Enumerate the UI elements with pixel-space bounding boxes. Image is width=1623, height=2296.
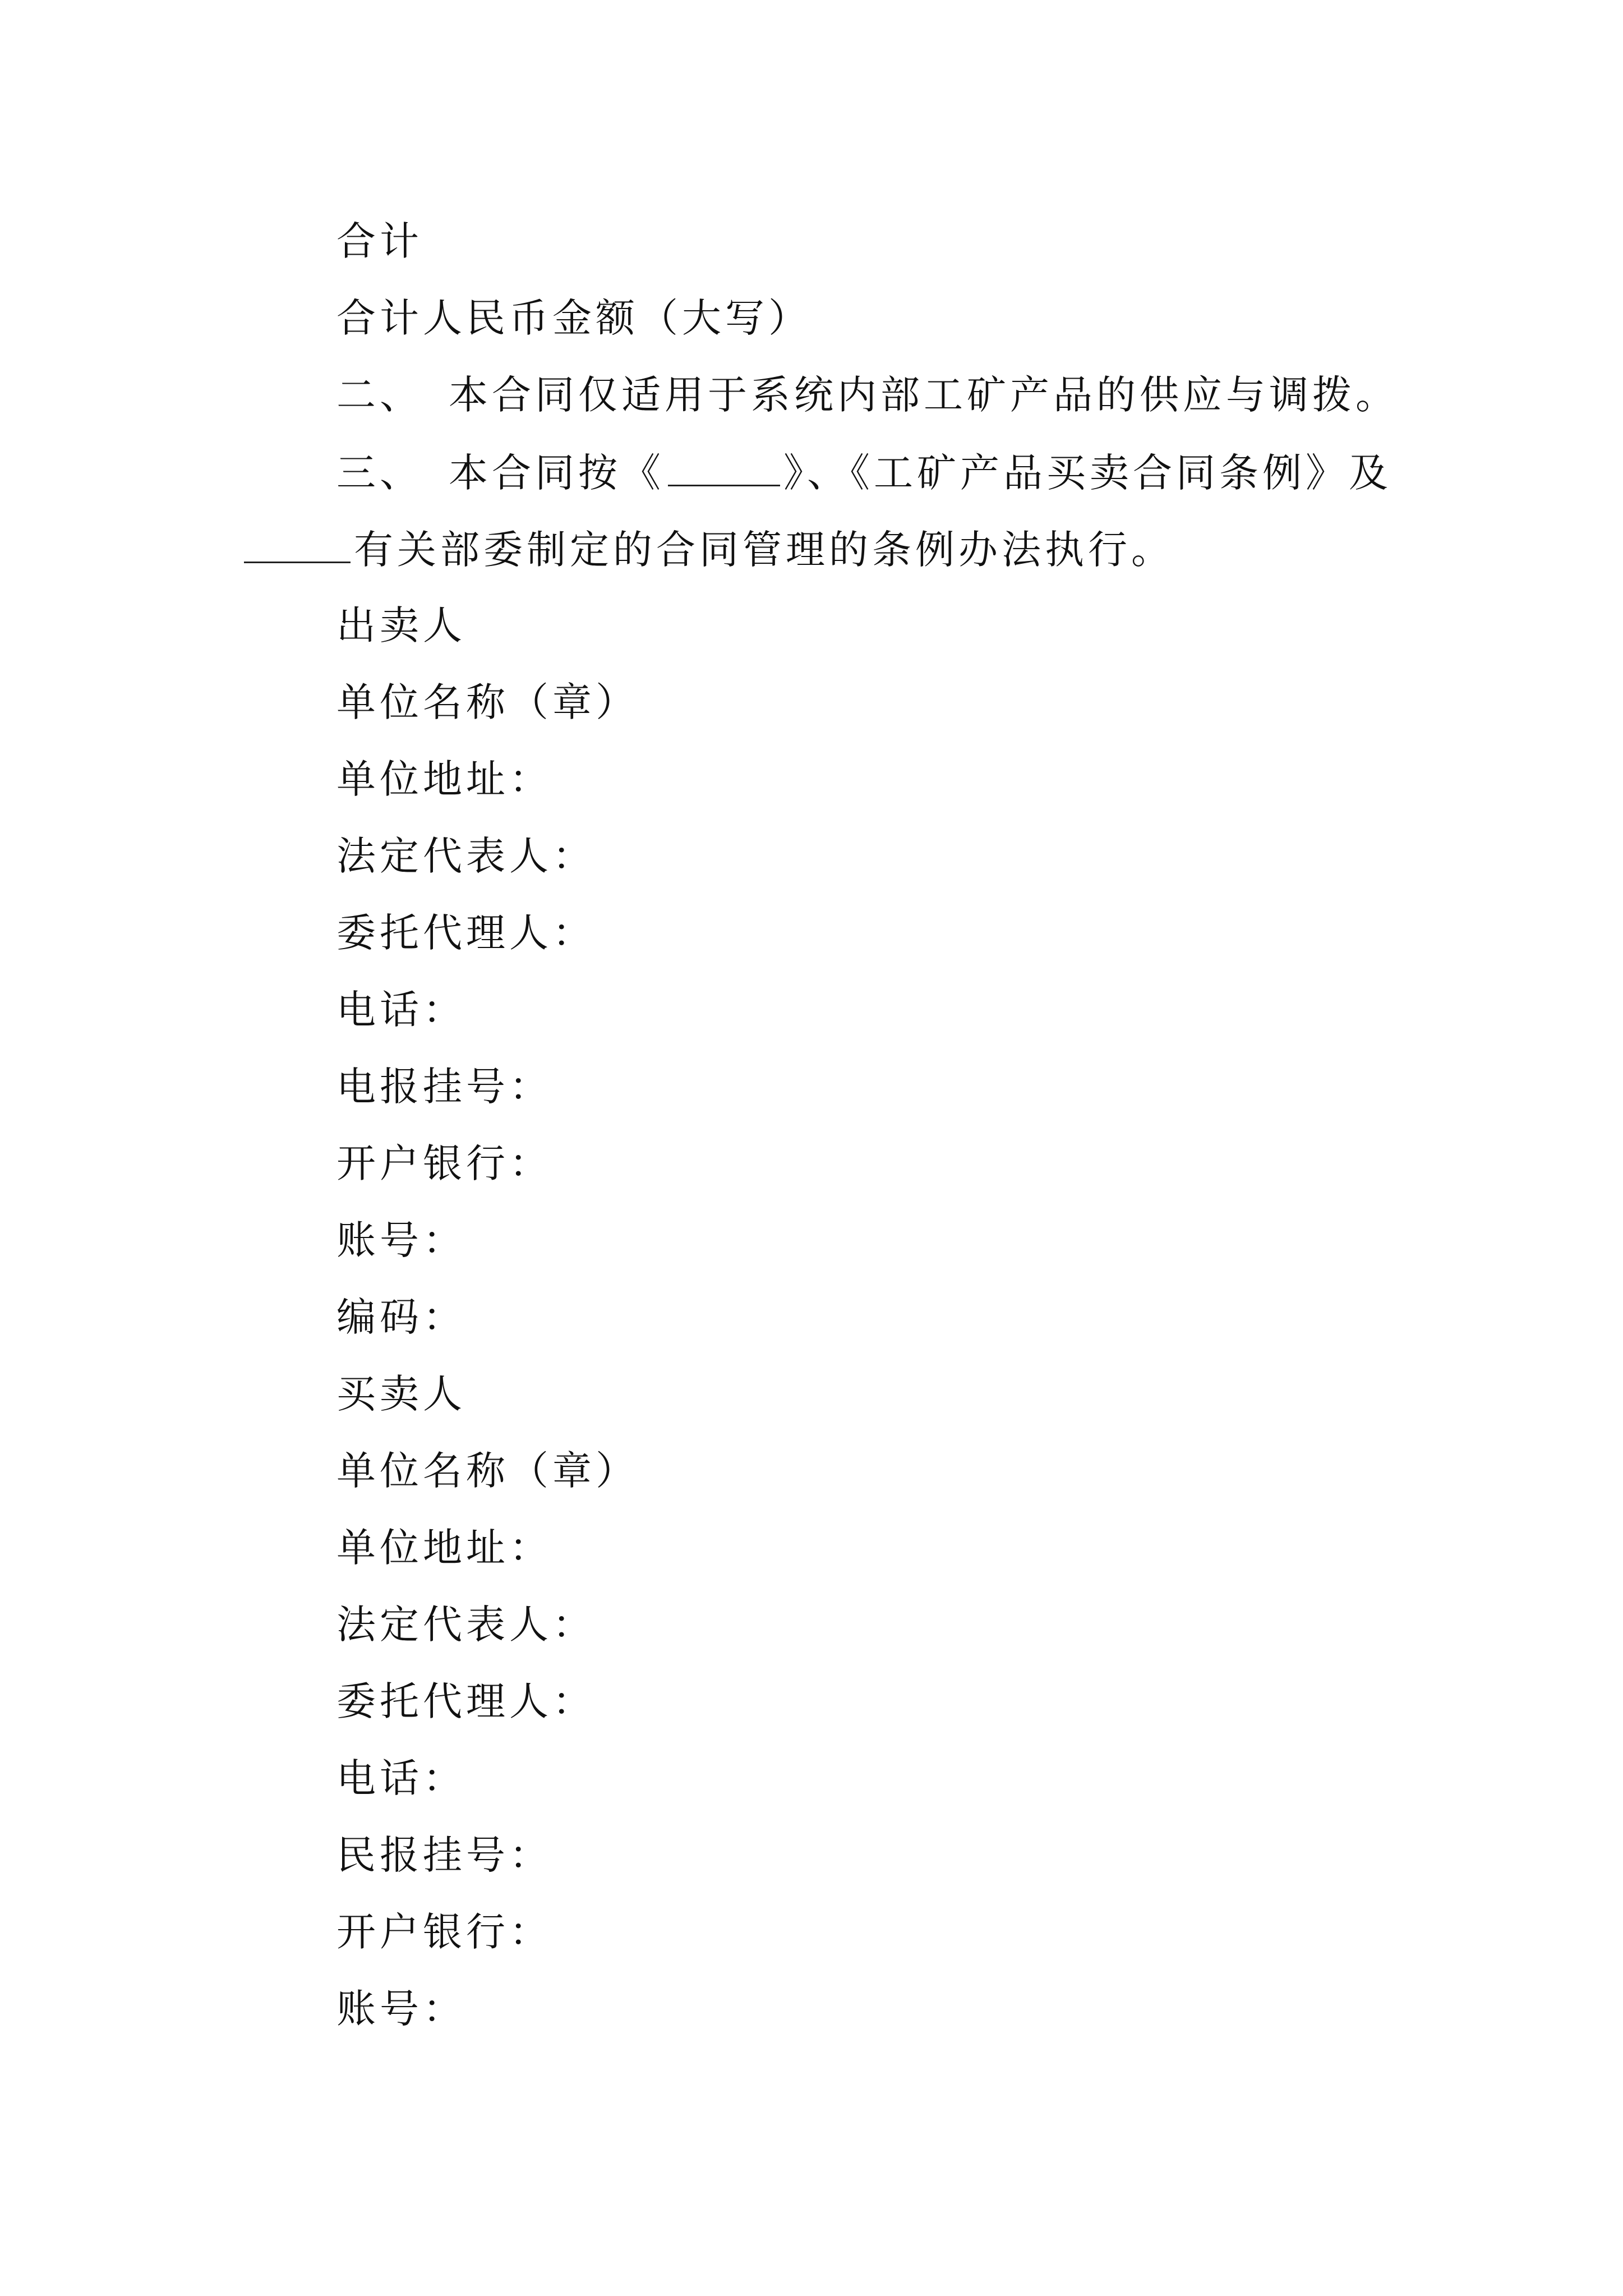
buyer-unit-name: 单位名称（章） — [336, 1448, 639, 1494]
authority-blank — [244, 529, 351, 563]
buyer-account: 账号： — [336, 1986, 466, 2032]
seller-agent: 委托代理人： — [336, 910, 596, 956]
seller-unit-name: 单位名称（章） — [336, 679, 639, 725]
buyer-legal-rep: 法定代表人： — [336, 1602, 596, 1648]
seller-legal-rep: 法定代表人： — [336, 833, 596, 879]
clause-3-text-a: 本合同按《 — [449, 450, 665, 496]
clause-3 — [336, 450, 1392, 496]
seller-phone: 电话： — [336, 987, 466, 1033]
seller-postcode: 编码： — [336, 1294, 466, 1340]
clause-3-text-b: 》、《工矿产品买卖合同条例》及 — [783, 450, 1392, 496]
seller-unit-address: 单位地址： — [336, 756, 552, 802]
buyer-agent: 委托代理人： — [336, 1678, 596, 1724]
law-name-blank — [668, 452, 780, 486]
seller-telegraph: 电报挂号： — [336, 1064, 552, 1110]
total-rmb-label: 合计人民币金额（大写） — [336, 295, 811, 341]
clause-3-number: 三、 — [336, 450, 423, 496]
seller-account: 账号： — [336, 1217, 466, 1263]
clause-3-text-c: 有关部委制定的合同管理的条例办法执行。 — [354, 527, 1174, 573]
buyer-unit-address: 单位地址： — [336, 1525, 552, 1571]
clause-2-text: 本合同仅适用于系统内部工矿产品的供应与调拨。 — [449, 372, 1399, 418]
clause-3-continued — [244, 527, 1174, 573]
buyer-phone: 电话： — [336, 1755, 466, 1801]
seller-bank: 开户银行： — [336, 1140, 552, 1186]
buyer-telegraph: 民报挂号： — [336, 1832, 552, 1878]
seller-heading: 出卖人 — [336, 602, 466, 648]
clause-2-number: 二、 — [336, 372, 423, 418]
clause-2 — [336, 372, 1399, 418]
total-label: 合计 — [336, 218, 423, 264]
buyer-heading: 买卖人 — [336, 1371, 466, 1417]
buyer-bank: 开户银行： — [336, 1909, 552, 1955]
